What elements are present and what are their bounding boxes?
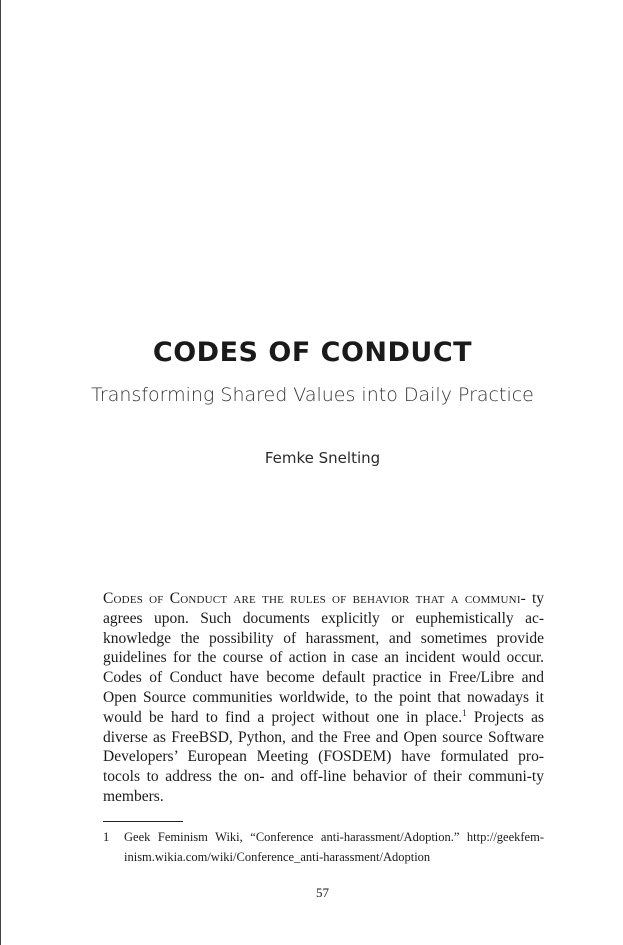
body-text-part-2: Projects as diverse as FreeBSD, Python, and the Free and Open source Software Developers’ European Meeting (FOSDEM) have formulated pro-tocols to address the on- and off-line behavior of their communi-ty members. [103, 708, 544, 805]
footnote-divider [103, 821, 183, 822]
footnote-number: 1 [103, 830, 110, 844]
chapter-subtitle: Transforming Shared Values into Daily Practice [91, 384, 534, 406]
footnote-reference[interactable]: 1 [462, 707, 467, 718]
body-paragraph [103, 589, 544, 807]
body-text-part-1: ty agrees upon. Such documents explicitly or euphemistically ac-knowledge the possibility of harassment, and sometimes provide guidelines for the course of action in case an incident would occur. Codes of Conduct have become default practice in Free/Libre and Open Source communities worldwide, to the point that nowadays it would be hard to find a project without one in place. [103, 590, 544, 726]
footnote [103, 827, 544, 867]
lead-in-smallcaps: Codes of Conduct are the rules of behavior that a communi- [103, 590, 527, 607]
page-number: 57 [316, 885, 329, 900]
chapter-title: CODES OF CONDUCT [152, 337, 473, 368]
author-name: Femke Snelting [264, 449, 381, 467]
footnote-text: Geek Feminism Wiki, “Conference anti-harassment/Adoption.” http://geekfem-inism.wikia.com/wiki/Conference_anti-harassment/Adoption [124, 830, 544, 864]
